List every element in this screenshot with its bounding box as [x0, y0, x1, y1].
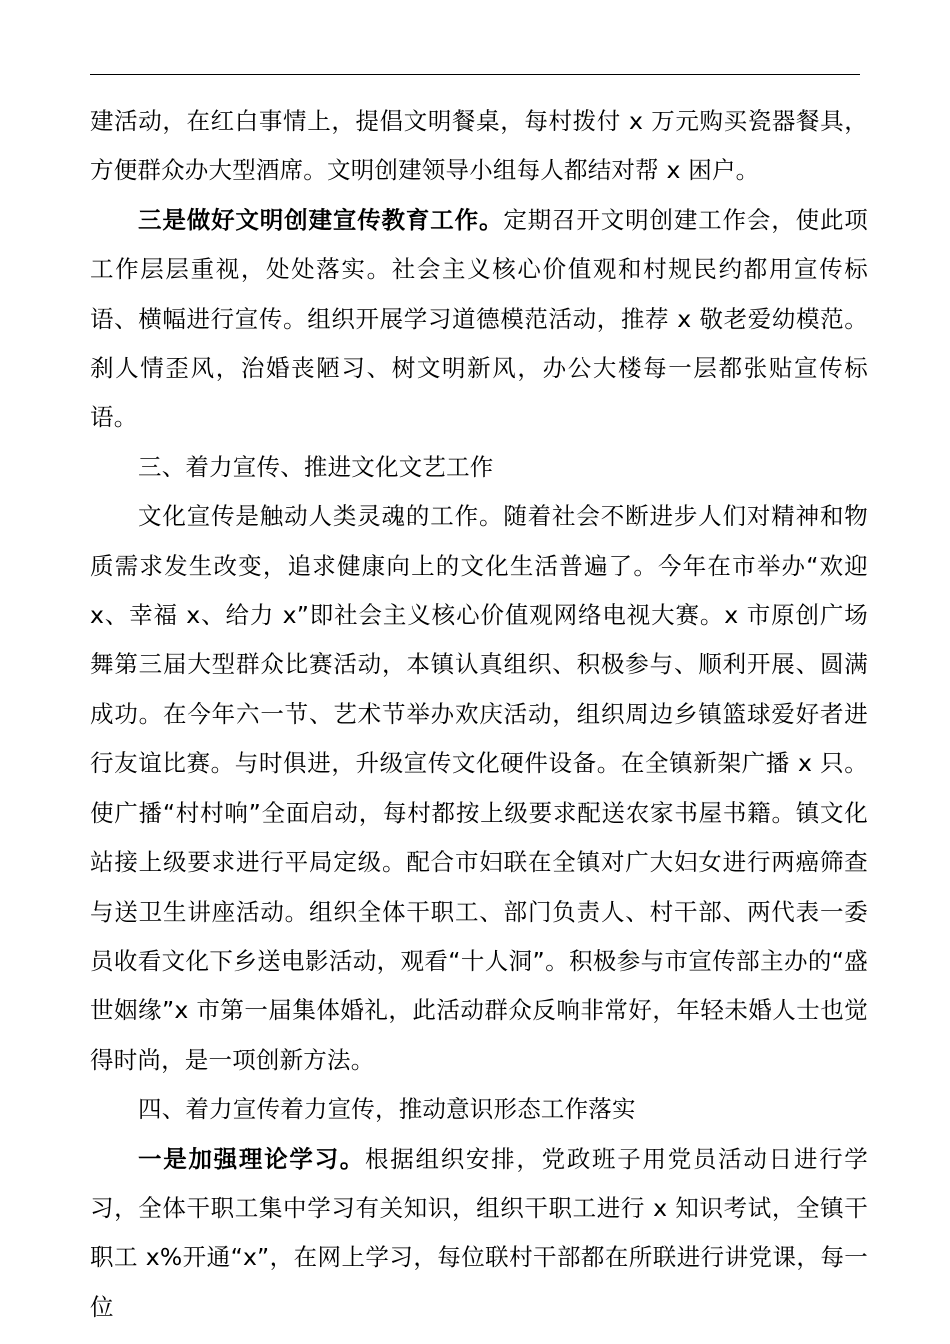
paragraph-theory-study [90, 1135, 868, 1333]
paragraph-lead: 一是加强理论学习。 [138, 1144, 366, 1173]
paragraph-publicity-education [90, 196, 868, 443]
paragraph-text: 定期召开文明创建工作会，使此项工作层层重视，处处落实。社会主义核心价值观和村规民约都用宣传标语、横幅进行宣传。组织开展学习道德模范活动，推荐 x 敬老爱幼模范。刹人情歪风，治婚丧陋习、树文明新风，办公大楼每一层都张贴宣传标语。 [90, 205, 869, 432]
paragraph-text: 根据组织安排，党政班子用党员活动日进行学习，全体干职工集中学习有关知识，组织干职工进行 x 知识考试，全镇干职工 x%开通“x”，在网上学习，每位联村干部都在所联进行讲党课，每一位 [90, 1144, 868, 1321]
header-rule [90, 74, 860, 75]
heading-text: 四、着力宣传着力宣传，推动意识形态工作落实 [138, 1095, 636, 1124]
paragraph-culture [90, 492, 868, 1085]
heading-text: 三、着力宣传、推进文化文艺工作 [138, 452, 494, 481]
paragraph-continuation [90, 97, 868, 196]
section-heading-culture [90, 443, 868, 492]
paragraph-text: 建活动，在红白事情上，提倡文明餐桌，每村拨付 x 万元购买瓷器餐具，方便群众办大型酒席。文明创建领导小组每人都结对帮 x 困户。 [90, 107, 868, 185]
document-body [90, 97, 868, 1332]
paragraph-text: 文化宣传是触动人类灵魂的工作。随着社会不断进步人们对精神和物质需求发生改变，追求健康向上的文化生活普遍了。今年在市举办“欢迎 x、幸福 x、给力 x”即社会主义核心价值观网络电视大赛。x 市原创广场舞第三届大型群众比赛活动，本镇认真组织、积极参与、顺利开展、圆满成功。在今年六一节、艺术节举办欢庆活动，组织周边乡镇篮球爱好者进行友谊比赛。与时俱进，升级宣传文化硬件设备。在全镇新架广播 x 只。使广播“村村响”全面启动，每村都按上级要求配送农家书屋书籍。镇文化站接上级要求进行平局定级。配合市妇联在全镇对广大妇女进行两癌筛查与送卫生讲座活动。组织全体干职工、部门负责人、村干部、两代表一委员收看文化下乡送电影活动，观看“十人洞”。积极参与市宣传部主办的“盛世姻缘”x 市第一届集体婚礼，此活动群众反响非常好，年轻未婚人士也觉得时尚，是一项创新方法。 [90, 502, 868, 1074]
paragraph-lead: 三是做好文明创建宣传教育工作。 [138, 205, 504, 234]
section-heading-ideology [90, 1085, 868, 1134]
